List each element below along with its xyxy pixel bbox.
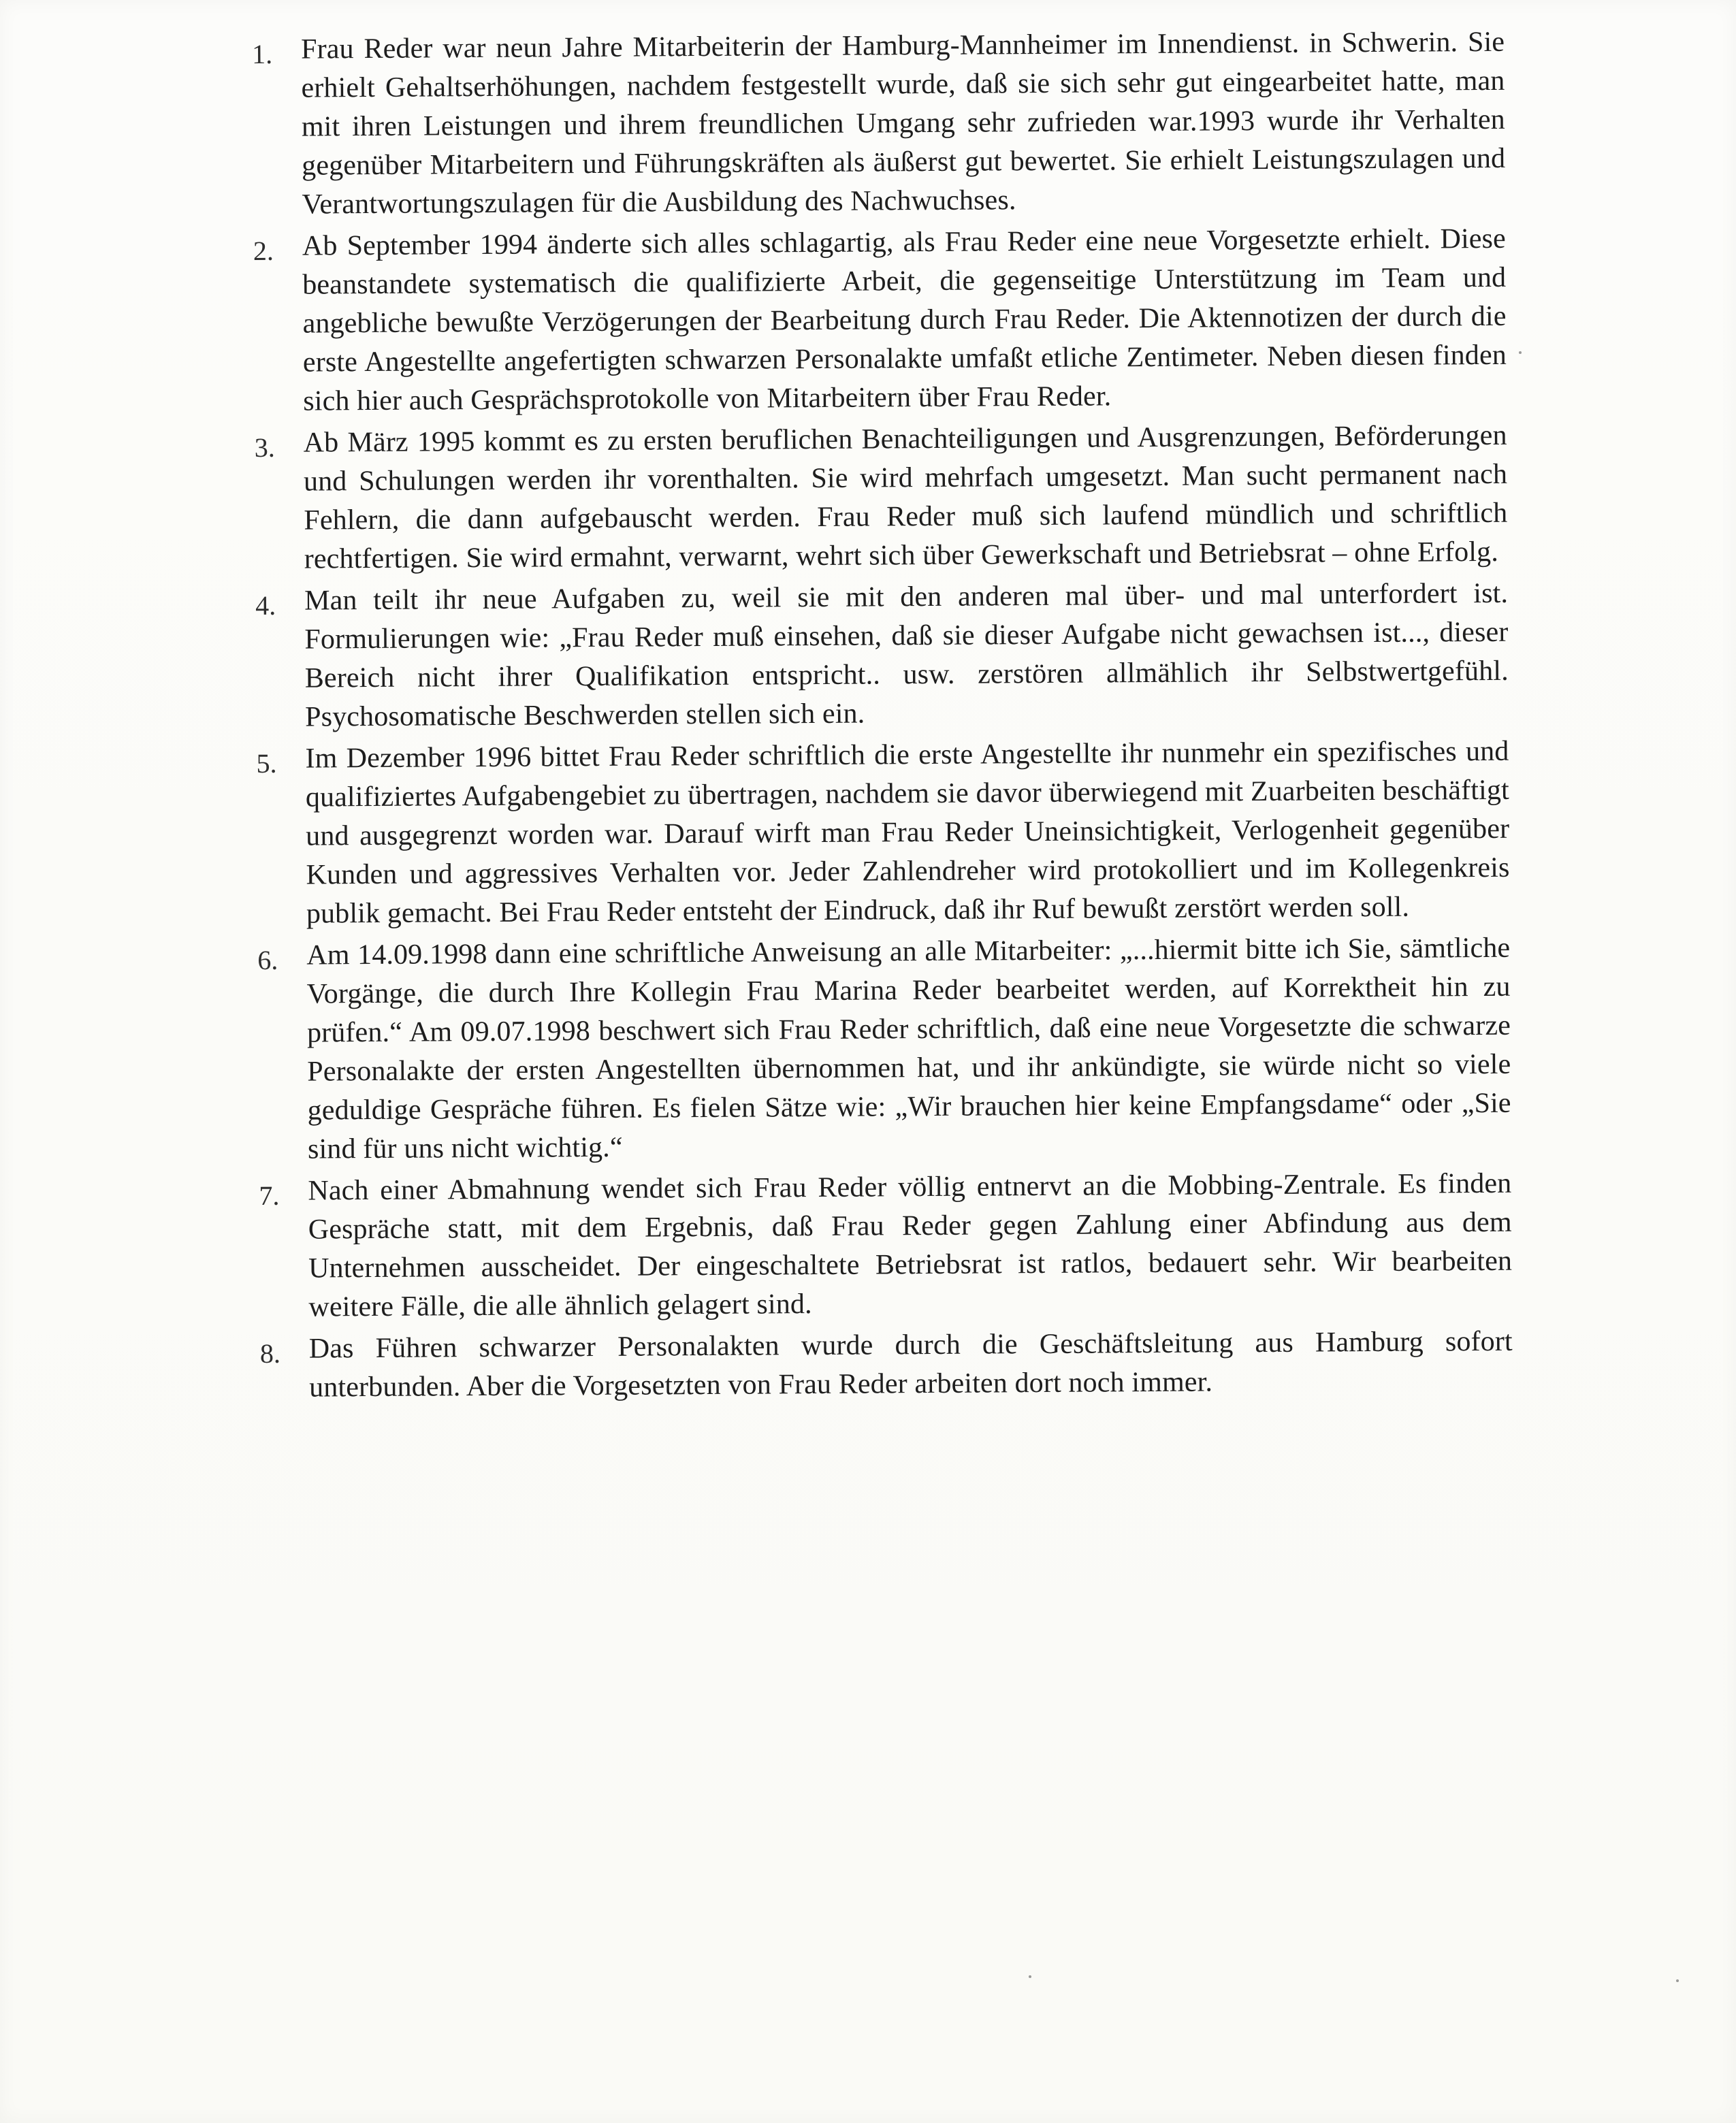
- list-item-number: 4.: [255, 589, 276, 621]
- list-item-number: 8.: [259, 1338, 281, 1370]
- list-item-text: Nach einer Abmahnung wendet sich Frau Reder völlig entnervt an die Mobbing-Zentrale. Es finden Gespräche statt, mit dem Ergebnis, daß Frau Reder gegen Zahlung einer Abfindung aus dem Unternehmen ausscheidet. Der eingeschaltete Betriebsrat ist ratlos, bedauert sehr. Wir bearbeiten weitere Fälle, die alle ähnlich gelagert sind.: [308, 1167, 1513, 1323]
- scan-speck: [1676, 1979, 1679, 1982]
- list-item-text: Im Dezember 1996 bittet Frau Reder schriftlich die erste Angestellte ihr nunmehr ein spezifisches und qualifiziertes Aufgabengebiet zu übertragen, nachdem sie davor überwiegend mit Zuarbeiten beschäftigt und ausgegrenzt worden war. Darauf wirft man Frau Reder Uneinsichtigkeit, Verlogenheit gegenüber Kunden und aggressives Verhalten vor. Jeder Zahlendreher wird protokolliert und im Kollegenkreis publik gemacht. Bei Frau Reder entsteht der Eindruck, daß ihr Ruf bewußt zerstört werden soll.: [305, 735, 1510, 930]
- list-item: [252, 23, 1506, 225]
- list-item-number: 7.: [259, 1180, 280, 1212]
- list-item: [259, 1323, 1513, 1408]
- list-item: [253, 220, 1507, 421]
- list-item-text: Frau Reder war neun Jahre Mitarbeiterin der Hamburg-Mannheimer im Innendienst. in Schwerin. Sie erhielt Gehaltserhöhungen, nachdem festgestellt wurde, daß sie sich sehr gut eingearbeitet hatte, man mit ihren Leistungen und ihrem freundlichen Umgang sehr zufrieden war.1993 wurde ihr Verhalten gegenüber Mitarbeitern und Führungskräften als äußerst gut bewertet. Sie erhielt Leistungszulagen und Verantwortungszulagen für die Ausbildung des Nachwuchses.: [301, 26, 1506, 221]
- list-item-text: Das Führen schwarzer Personalakten wurde durch die Geschäftsleitung aus Hamburg sofort unterbunden. Aber die Vorgesetzten von Frau Reder arbeiten dort noch immer.: [308, 1325, 1513, 1404]
- list-item: [256, 732, 1510, 934]
- list-item-number: 1.: [252, 38, 273, 70]
- list-item-text: Man teilt ihr neue Aufgaben zu, weil sie mit den anderen mal über- und mal unterfordert ist. Formulierungen wie: „Frau Reder muß einsehen, daß sie dieser Aufgabe nicht gewachsen ist..., dieser Bereich nicht ihrer Qualifikation entspricht.. usw. zerstören allmählich ihr Selbstwertgefühl. Psychosomatische Beschwerden stellen sich ein.: [304, 577, 1509, 733]
- list-item-number: 2.: [253, 235, 274, 267]
- list-item: [255, 574, 1509, 737]
- list-item-number: 5.: [256, 747, 277, 779]
- list-item: [257, 929, 1511, 1169]
- scan-speck: [1029, 1975, 1031, 1978]
- list-item-number: 3.: [254, 432, 275, 464]
- scan-speck: [1519, 351, 1522, 354]
- list-item-number: 6.: [257, 944, 278, 976]
- list-item-text: Ab März 1995 kommt es zu ersten beruflichen Benachteiligungen und Ausgrenzungen, Beförderungen und Schulungen werden ihr vorenthalten. Sie wird mehrfach umgesetzt. Man sucht permanent nach Fehlern, die dann aufgebauscht werden. Frau Reder muß sich laufend mündlich und schriftlich rechtfertigen. Sie wird ermahnt, verwarnt, wehrt sich über Gewerkschaft und Betriebsrat – ohne Erfolg.: [303, 419, 1508, 575]
- list-item: [259, 1165, 1513, 1327]
- list-item: [254, 417, 1508, 579]
- list-item-text: Am 14.09.1998 dann eine schriftliche Anweisung an alle Mitarbeiter: „...hiermit bitte ich Sie, sämtliche Vorgänge, die durch Ihre Kollegin Frau Marina Reder bearbeitet werden, auf Korrektheit hin zu prüfen.“ Am 09.07.1998 beschwert sich Frau Reder schriftlich, daß eine neue Vorgesetzte die schwarze Personalakte der ersten Angestellten übernommen hat, und ihr ankündigte, sie würde nicht so viele geduldige Gespräche führen. Es fielen Sätze wie: „Wir brauchen hier keine Empfangsdame“ oder „Sie sind für uns nicht wichtig.“: [306, 932, 1511, 1165]
- numbered-list: [252, 23, 1513, 1410]
- list-item-text: Ab September 1994 änderte sich alles schlagartig, als Frau Reder eine neue Vorgesetzte erhielt. Diese beanstandete systematisch die qualifizierte Arbeit, die gegenseitige Unterstützung im Team und angebliche bewußte Verzögerungen der Bearbeitung durch Frau Reder. Die Aktennotizen der durch die erste Angestellte angefertigten schwarzen Personalakte umfaßt etliche Zentimeter. Neben diesen finden sich hier auch Gesprächsprotokolle von Mitarbeitern über Frau Reder.: [302, 223, 1507, 417]
